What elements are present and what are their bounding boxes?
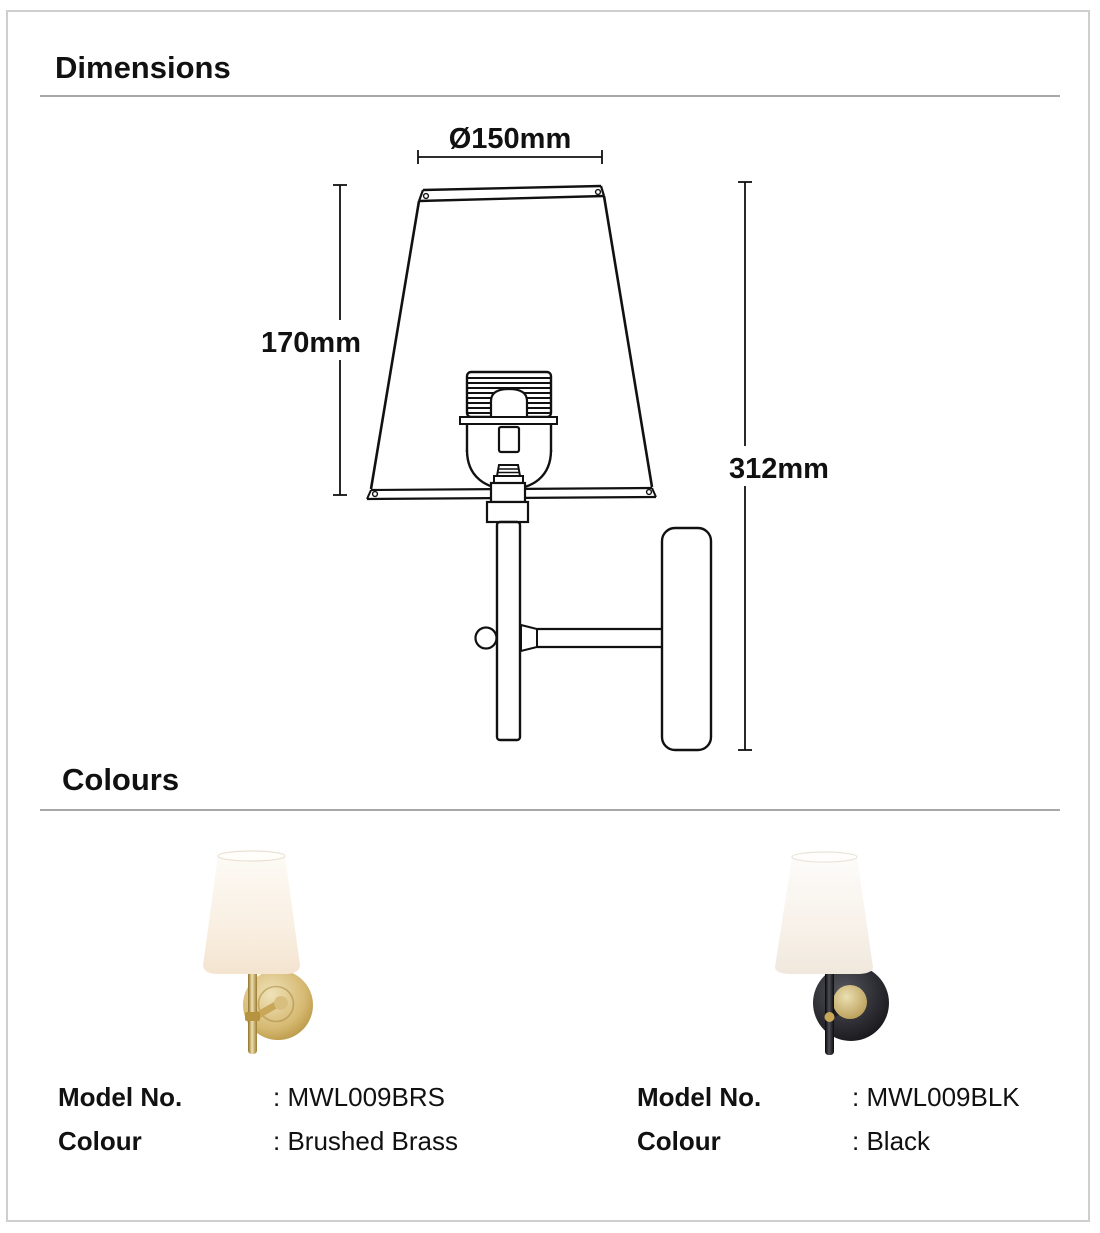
model-no-value-black: : MWL009BLK xyxy=(852,1082,1020,1112)
diameter-dimension xyxy=(418,123,602,164)
brushed-brass-lamp-image xyxy=(175,846,395,1066)
brass-center-boss xyxy=(833,985,867,1019)
shade-height-label: 170mm xyxy=(261,327,361,359)
shade-height-dimension xyxy=(260,185,362,495)
technical-dimension-drawing xyxy=(0,100,1100,770)
model-no-label-black: Model No. xyxy=(637,1082,762,1112)
dimensions-separator xyxy=(40,95,1060,97)
total-height-dimension xyxy=(726,182,836,750)
total-height-label: 312mm xyxy=(729,453,829,485)
black-lamp-image xyxy=(745,846,965,1066)
dimensions-section-title: Dimensions xyxy=(55,50,231,85)
model-no-label-brass: Model No. xyxy=(58,1082,183,1112)
product-photo-black xyxy=(745,846,965,1066)
model-no-value-brass: : MWL009BRS xyxy=(273,1082,445,1112)
colours-section-title: Colours xyxy=(62,762,180,797)
bulb-socket xyxy=(460,372,557,522)
stem-and-arm xyxy=(476,522,664,740)
colours-separator xyxy=(40,809,1060,811)
brass-lamp-shade xyxy=(203,856,300,974)
brass-knob xyxy=(825,1012,835,1022)
colour-label-black: Colour xyxy=(637,1126,721,1156)
black-lamp-shade xyxy=(775,857,873,974)
stem-knob xyxy=(476,628,497,649)
colour-label-brass: Colour xyxy=(58,1126,142,1156)
colour-value-brass: : Brushed Brass xyxy=(273,1126,458,1156)
product-photo-brushed-brass xyxy=(175,846,395,1066)
diameter-label: Ø150mm xyxy=(448,123,572,155)
brass-stem xyxy=(248,968,257,1054)
wall-plate xyxy=(662,528,711,750)
colour-value-black: : Black xyxy=(852,1126,931,1156)
